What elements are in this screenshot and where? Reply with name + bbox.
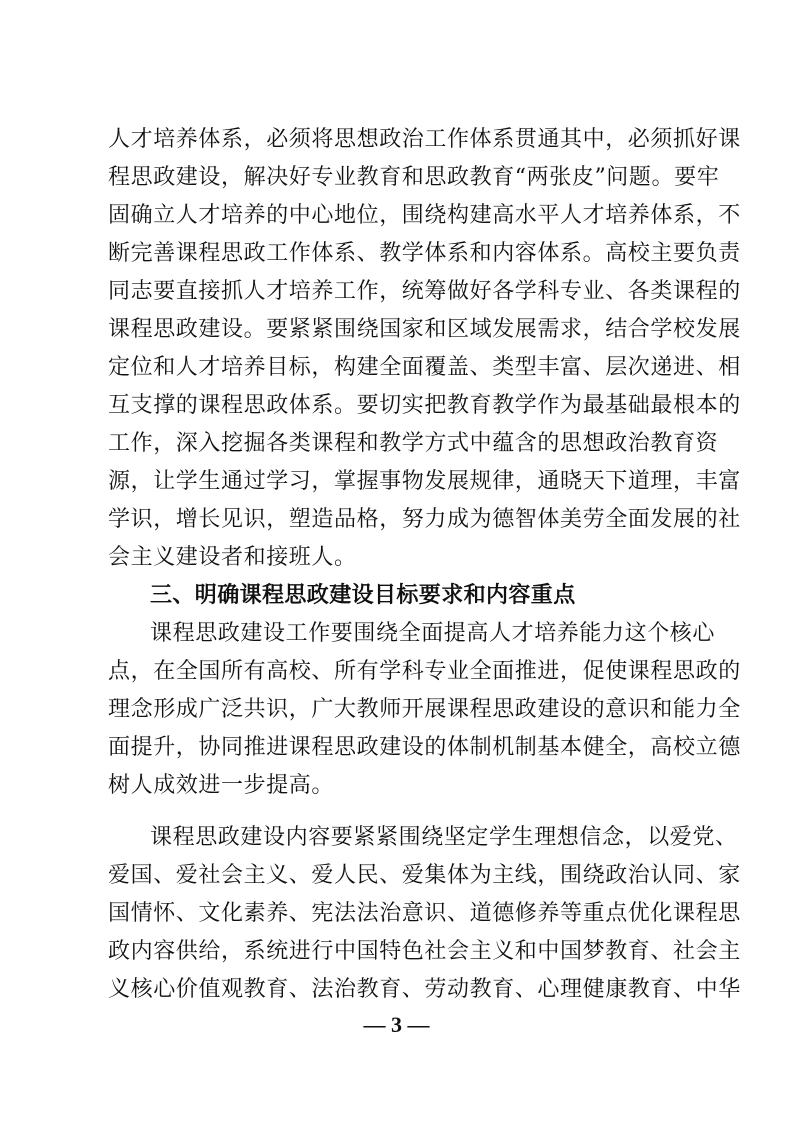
paragraph-line: 课程思政建设工作要围绕全面提高人才培养能力这个核心 [150,621,716,646]
paragraph-line: 政内容供给，系统进行中国特色社会主义和中国梦教育、社会主 [108,939,741,964]
page-number: — 3 — [363,1012,430,1037]
paragraph-line: 课程思政建设内容要紧紧围绕坚定学生理想信念，以爱党、 [150,825,738,850]
paragraph-line: 固确立人才培养的中心地位，围绕构建高水平人才培养体系，不 [108,203,741,228]
paragraph-line: 国情怀、文化素养、宪法法治意识、道德修养等重点优化课程思 [108,901,741,926]
paragraph-line: 人才培养体系，必须将思想政治工作体系贯通其中，必须抓好课 [108,127,741,152]
paragraph-line: 断完善课程思政工作体系、教学体系和内容体系。高校主要负责 [108,241,741,266]
paragraph-line: 会主义建设者和接班人。 [108,545,357,570]
section-heading: 三、明确课程思政建设目标要求和内容重点 [150,583,576,608]
paragraph-line: 点，在全国所有高校、所有学科专业全面推进，促使课程思政的 [108,659,741,684]
paragraph-line: 互支撑的课程思政体系。要切实把教育教学作为最基础最根本的 [108,393,741,418]
paragraph-line: 源，让学生通过学习，掌握事物发展规律，通晓天下道理，丰富 [108,469,741,494]
paragraph-line: 课程思政建设。要紧紧围绕国家和区域发展需求，结合学校发展 [108,317,741,342]
paragraph-line: 学识，增长见识，塑造品格，努力成为德智体美劳全面发展的社 [108,507,741,532]
paragraph-line: 理念形成广泛共识，广大教师开展课程思政建设的意识和能力全 [108,697,741,722]
paragraph-line: 定位和人才培养目标，构建全面覆盖、类型丰富、层次递进、相 [108,355,741,380]
paragraph-line: 义核心价值观教育、法治教育、劳动教育、心理健康教育、中华 [108,977,741,1002]
paragraph-line: 同志要直接抓人才培养工作，统筹做好各学科专业、各类课程的 [108,279,741,304]
paragraph-line: 程思政建设，解决好专业教育和思政教育“两张皮”问题。要牢 [108,165,720,190]
paragraph-line: 爱国、爱社会主义、爱人民、爱集体为主线，围绕政治认同、家 [108,863,741,888]
paragraph-line: 工作，深入挖掘各类课程和教学方式中蕴含的思想政治教育资 [108,431,719,456]
paragraph-line: 树人成效进一步提高。 [108,773,335,798]
paragraph-line: 面提升，协同推进课程思政建设的体制机制基本健全，高校立德 [108,735,741,760]
